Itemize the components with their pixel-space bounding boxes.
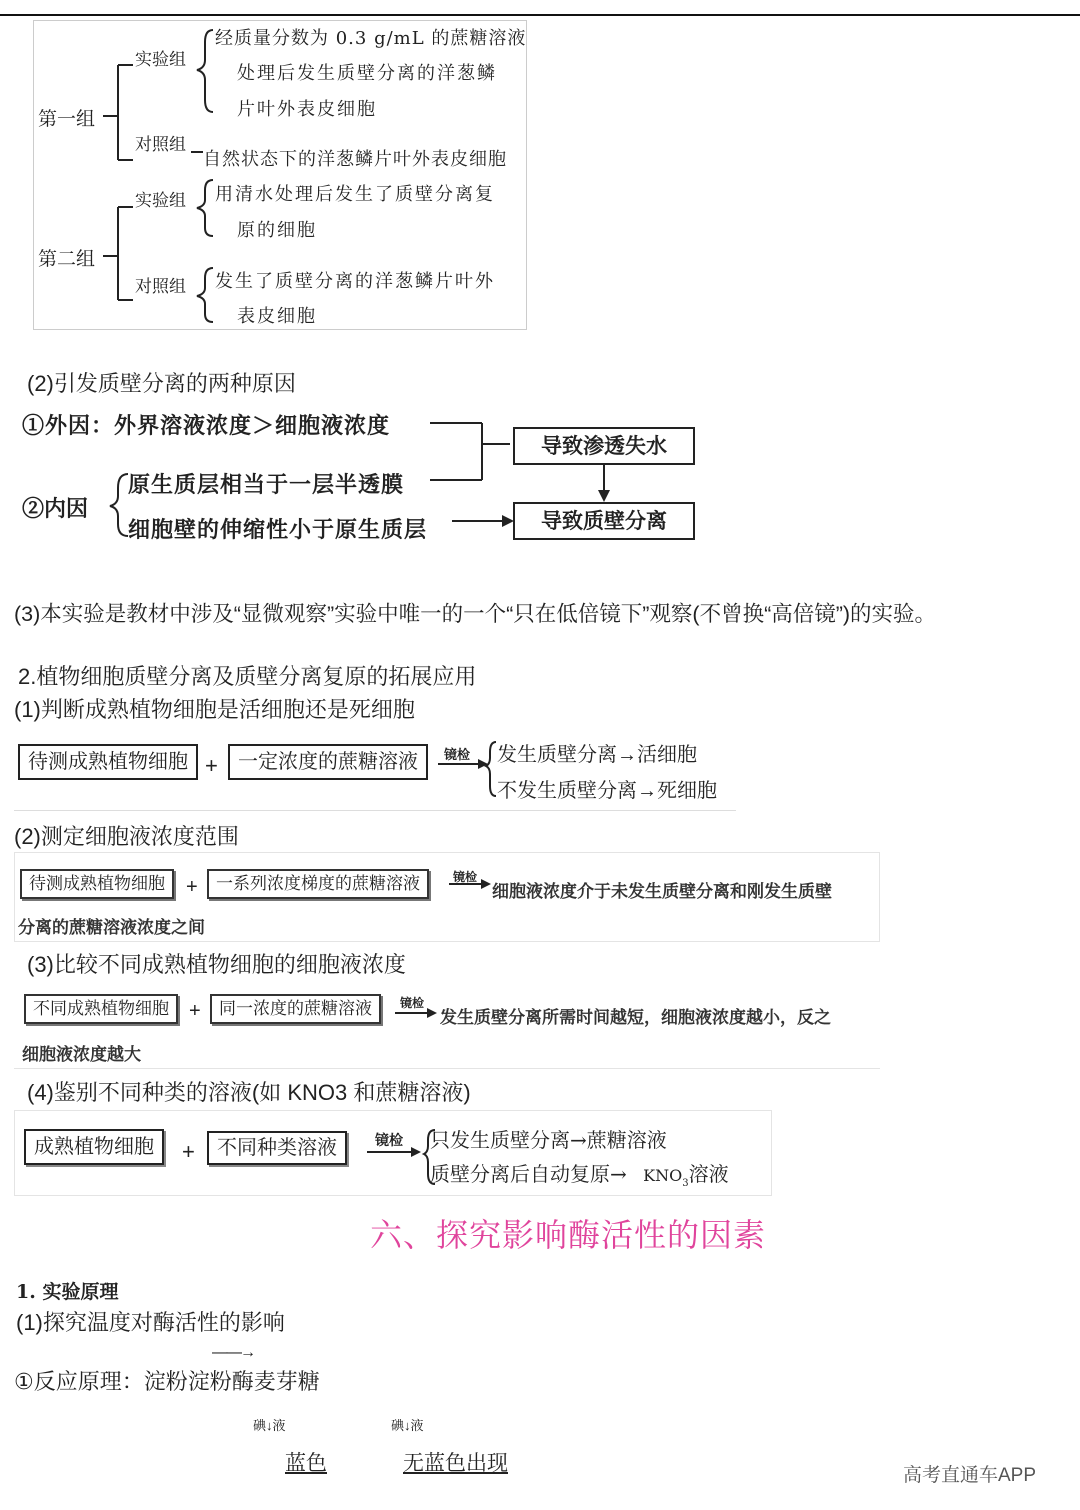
- iodine-label-2: 碘↓液: [391, 1418, 424, 1433]
- app2-box-solution: 一系列浓度梯度的蔗糖溶液: [207, 869, 429, 899]
- app1-result-2: 不发生质壁分离→死细胞: [497, 780, 717, 802]
- app4-result-2-text: 质壁分离后自动复原→: [430, 1162, 627, 1186]
- g2-exp-line1: 用清水处理后发生了质壁分离复: [215, 184, 495, 205]
- g1-exp-line1: 经质量分数为 0.3 g/mL 的蔗糖溶液: [215, 28, 527, 49]
- g2-ctrl-label: 对照组: [135, 277, 186, 297]
- app4-arrow-label: 镜检: [375, 1133, 403, 1149]
- group2-label: 第二组: [38, 248, 96, 270]
- app4-arrow: [365, 1128, 435, 1188]
- g1-ctrl-label: 对照组: [135, 135, 186, 155]
- app4-result-2-suffix: 溶液: [688, 1162, 729, 1186]
- g2-exp-label: 实验组: [135, 191, 186, 211]
- app2-arrow: [447, 876, 493, 892]
- g1-exp-label: 实验组: [135, 50, 186, 70]
- app3-plus: +: [189, 1000, 201, 1022]
- g1-ctrl-text: 自然状态下的洋葱鳞片叶外表皮细胞: [203, 149, 507, 170]
- app1-result-1: 发生质壁分离→活细胞: [497, 744, 697, 766]
- causes-heading: (2)引发质壁分离的两种原因: [27, 371, 296, 396]
- app3-arrow-label: 镜检: [400, 996, 425, 1010]
- iodine-label-1: 碘↓液: [253, 1418, 286, 1433]
- watermark: 高考直通车APP: [903, 1465, 1037, 1486]
- top-rule: [0, 14, 1080, 16]
- app3-arrow: [393, 1005, 439, 1021]
- app1-heading: (1)判断成熟植物细胞是活细胞还是死细胞: [14, 697, 415, 722]
- result-blue: 蓝色: [285, 1452, 327, 1475]
- app1-arrow: [436, 740, 496, 800]
- external-cause: ①外因：外界溶液浓度＞细胞液浓度: [22, 413, 391, 439]
- app4-result-2: [430, 1158, 729, 1189]
- app1-plus: +: [205, 753, 218, 778]
- app3-result-1: 发生质壁分离所需时间越短，细胞液浓度越小，反之: [440, 1008, 831, 1027]
- g2-ctrl-line1: 发生了质壁分离的洋葱鳞片叶外: [215, 271, 495, 292]
- app2-arrow-label: 镜检: [453, 870, 478, 884]
- app4-plus: +: [182, 1139, 195, 1164]
- app3-box-cells: 不同成熟植物细胞: [24, 994, 178, 1024]
- internal-cause-2: 细胞壁的伸缩性小于原生质层: [128, 517, 428, 543]
- app3-result-2: 细胞液浓度越大: [22, 1045, 141, 1064]
- app1-arrow-label: 镜检: [444, 747, 471, 762]
- g2-ctrl-line2: 表皮细胞: [237, 306, 317, 327]
- g1-exp-line2: 处理后发生质壁分离的洋葱鳞: [237, 63, 497, 84]
- app4-result-1: 只发生质壁分离→蔗糖溶液: [430, 1128, 667, 1152]
- app2-plus: +: [186, 876, 198, 898]
- g2-exp-line2: 原的细胞: [237, 220, 317, 241]
- app2-result-2: 分离的蔗糖溶液浓度之间: [18, 918, 205, 937]
- kno3-formula: KNO: [643, 1166, 683, 1185]
- group1-label: 第一组: [38, 108, 96, 130]
- app2-heading: (2)测定细胞液浓度范围: [14, 824, 239, 849]
- result-no-blue: 无蓝色出现: [403, 1452, 508, 1475]
- internal-cause-1: 原生质层相当于一层半透膜: [128, 472, 405, 498]
- result-plasmolysis: 导致质壁分离: [513, 502, 695, 540]
- app3-heading: (3)比较不同成熟植物细胞的细胞液浓度: [27, 952, 406, 977]
- app4-box-solution: 不同种类溶液: [207, 1131, 347, 1165]
- g1-exp-line3: 片叶外表皮细胞: [237, 99, 377, 120]
- result-osmotic-water-loss: 导致渗透失水: [513, 427, 695, 465]
- reaction-principle: ①反应原理：淀粉淀粉酶麦芽糖: [14, 1369, 320, 1394]
- app2-result-1: 细胞液浓度介于未发生质壁分离和刚发生质壁: [492, 882, 832, 901]
- low-power-note: (3)本实验是教材中涉及“显微观察”实验中唯一的一个“只在低倍镜下”观察(不曾换“高倍镜”)的实验。: [14, 602, 937, 626]
- kno3-subscript: 3: [682, 1178, 689, 1189]
- principle-heading: 1. 实验原理: [16, 1281, 119, 1303]
- app4-heading: (4)鉴别不同种类的溶液(如 KNO3 和蔗糖溶液): [27, 1080, 471, 1105]
- app4-box-cells: 成熟植物细胞: [24, 1129, 164, 1165]
- reaction-arrow: ——→: [212, 1344, 254, 1361]
- app1-box-cells: 待测成熟植物细胞: [18, 744, 198, 780]
- internal-cause-label: ②内因: [22, 496, 89, 522]
- app3-box-solution: 同一浓度的蔗糖溶液: [210, 994, 381, 1024]
- section-title: 六、探究影响酶活性的因素: [370, 1216, 767, 1254]
- app2-box-cells: 待测成熟植物细胞: [20, 869, 174, 899]
- app1-box-solution: 一定浓度的蔗糖溶液: [228, 744, 428, 780]
- temperature-heading: (1)探究温度对酶活性的影响: [16, 1310, 285, 1335]
- applications-heading: 2.植物细胞质壁分离及质壁分离复原的拓展应用: [18, 664, 477, 689]
